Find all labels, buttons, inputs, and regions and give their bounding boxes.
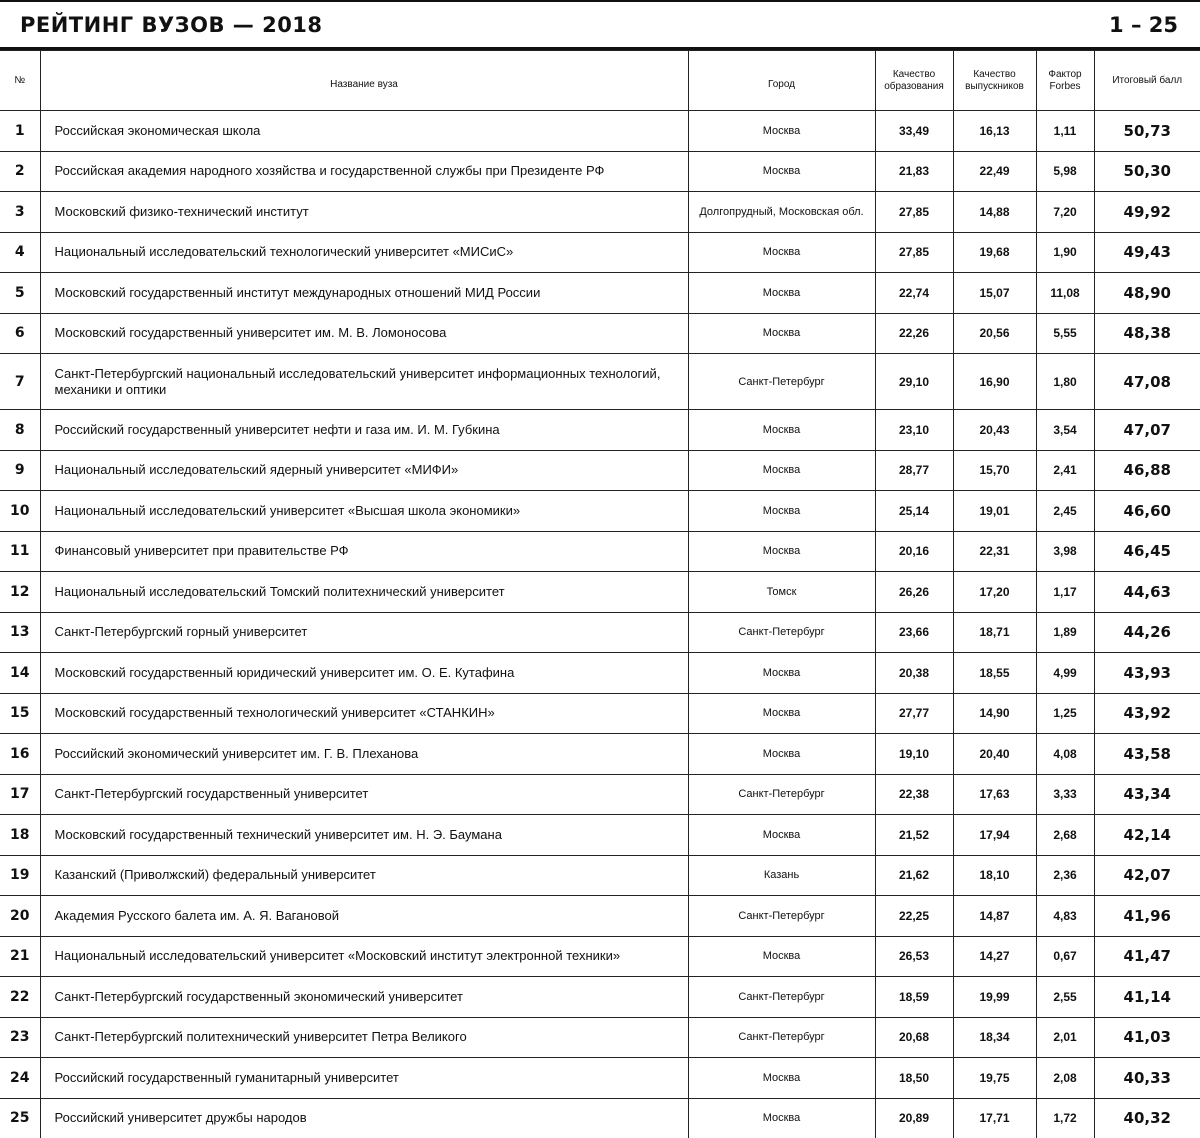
edu-quality-value: 25,14	[875, 491, 953, 532]
rank-number: 7	[0, 354, 40, 410]
table-row	[0, 313, 1200, 354]
university-name: Российский университет дружбы народов	[40, 1098, 688, 1138]
rank-number: 9	[0, 450, 40, 491]
grad-quality-value: 19,99	[953, 977, 1036, 1018]
city-name: Москва	[688, 313, 875, 354]
rank-number: 3	[0, 192, 40, 233]
forbes-factor-value: 3,98	[1036, 531, 1094, 572]
total-score-value: 48,90	[1094, 273, 1200, 314]
forbes-factor-value: 2,01	[1036, 1017, 1094, 1058]
table-row	[0, 815, 1200, 856]
table-row	[0, 354, 1200, 410]
total-score-value: 43,34	[1094, 774, 1200, 815]
table-body	[0, 111, 1200, 1138]
rank-number: 20	[0, 896, 40, 937]
table-row	[0, 693, 1200, 734]
edu-quality-value: 26,26	[875, 572, 953, 613]
university-name: Российская академия народного хозяйства и государственной службы при Президенте РФ	[40, 151, 688, 192]
forbes-factor-value: 11,08	[1036, 273, 1094, 314]
forbes-factor-value: 1,25	[1036, 693, 1094, 734]
grad-quality-value: 17,94	[953, 815, 1036, 856]
column-header-city: Город	[688, 51, 875, 111]
total-score-value: 43,58	[1094, 734, 1200, 775]
edu-quality-value: 18,59	[875, 977, 953, 1018]
grad-quality-value: 18,55	[953, 653, 1036, 694]
grad-quality-value: 16,90	[953, 354, 1036, 410]
university-name: Российский государственный гуманитарный университет	[40, 1058, 688, 1099]
edu-quality-value: 27,85	[875, 232, 953, 273]
grad-quality-value: 17,63	[953, 774, 1036, 815]
city-name: Санкт-Петербург	[688, 354, 875, 410]
grad-quality-value: 14,27	[953, 936, 1036, 977]
rank-number: 23	[0, 1017, 40, 1058]
city-name: Москва	[688, 410, 875, 451]
forbes-factor-value: 2,08	[1036, 1058, 1094, 1099]
edu-quality-value: 22,25	[875, 896, 953, 937]
city-name: Томск	[688, 572, 875, 613]
grad-quality-value: 14,90	[953, 693, 1036, 734]
forbes-factor-value: 2,55	[1036, 977, 1094, 1018]
header-bar	[0, 0, 1200, 50]
forbes-factor-value: 3,33	[1036, 774, 1094, 815]
university-name: Национальный исследовательский университет «Московский институт электронной техники»	[40, 936, 688, 977]
edu-quality-value: 20,38	[875, 653, 953, 694]
city-name: Долгопрудный, Московская обл.	[688, 192, 875, 233]
grad-quality-value: 16,13	[953, 111, 1036, 152]
university-name: Академия Русского балета им. А. Я. Вагановой	[40, 896, 688, 937]
grad-quality-value: 19,75	[953, 1058, 1036, 1099]
university-name: Московский физико-технический институт	[40, 192, 688, 233]
city-name: Санкт-Петербург	[688, 774, 875, 815]
forbes-factor-value: 4,08	[1036, 734, 1094, 775]
rank-number: 10	[0, 491, 40, 532]
table-row	[0, 936, 1200, 977]
forbes-factor-value: 3,54	[1036, 410, 1094, 451]
total-score-value: 41,47	[1094, 936, 1200, 977]
total-score-value: 44,63	[1094, 572, 1200, 613]
city-name: Санкт-Петербург	[688, 977, 875, 1018]
rank-number: 19	[0, 855, 40, 896]
table-row	[0, 774, 1200, 815]
forbes-factor-value: 5,98	[1036, 151, 1094, 192]
rank-number: 13	[0, 612, 40, 653]
city-name: Москва	[688, 151, 875, 192]
table-row	[0, 192, 1200, 233]
rank-number: 8	[0, 410, 40, 451]
total-score-value: 41,03	[1094, 1017, 1200, 1058]
total-score-value: 43,93	[1094, 653, 1200, 694]
university-name: Санкт-Петербургский национальный исследовательский университет информационных технологий, механики и оптики	[40, 354, 688, 410]
total-score-value: 40,33	[1094, 1058, 1200, 1099]
table-row	[0, 151, 1200, 192]
forbes-factor-value: 5,55	[1036, 313, 1094, 354]
edu-quality-value: 23,66	[875, 612, 953, 653]
total-score-value: 46,88	[1094, 450, 1200, 491]
table-row	[0, 1017, 1200, 1058]
grad-quality-value: 15,70	[953, 450, 1036, 491]
edu-quality-value: 21,83	[875, 151, 953, 192]
total-score-value: 50,30	[1094, 151, 1200, 192]
forbes-factor-value: 1,80	[1036, 354, 1094, 410]
university-name: Финансовый университет при правительстве РФ	[40, 531, 688, 572]
total-score-value: 50,73	[1094, 111, 1200, 152]
total-score-value: 40,32	[1094, 1098, 1200, 1138]
city-name: Москва	[688, 693, 875, 734]
grad-quality-value: 17,20	[953, 572, 1036, 613]
table-row	[0, 612, 1200, 653]
university-name: Санкт-Петербургский политехнический университет Петра Великого	[40, 1017, 688, 1058]
city-name: Москва	[688, 734, 875, 775]
rank-number: 16	[0, 734, 40, 775]
total-score-value: 46,45	[1094, 531, 1200, 572]
rank-number: 18	[0, 815, 40, 856]
grad-quality-value: 18,10	[953, 855, 1036, 896]
total-score-value: 43,92	[1094, 693, 1200, 734]
table-row	[0, 572, 1200, 613]
total-score-value: 42,14	[1094, 815, 1200, 856]
rank-range: 1 – 25	[1109, 13, 1178, 37]
edu-quality-value: 29,10	[875, 354, 953, 410]
city-name: Москва	[688, 936, 875, 977]
forbes-factor-value: 1,89	[1036, 612, 1094, 653]
edu-quality-value: 20,16	[875, 531, 953, 572]
total-score-value: 47,08	[1094, 354, 1200, 410]
grad-quality-value: 19,01	[953, 491, 1036, 532]
grad-quality-value: 14,87	[953, 896, 1036, 937]
edu-quality-value: 21,62	[875, 855, 953, 896]
city-name: Санкт-Петербург	[688, 896, 875, 937]
rank-number: 24	[0, 1058, 40, 1099]
forbes-factor-value: 2,36	[1036, 855, 1094, 896]
total-score-value: 41,96	[1094, 896, 1200, 937]
city-name: Санкт-Петербург	[688, 612, 875, 653]
table-header-row	[0, 51, 1200, 111]
total-score-value: 46,60	[1094, 491, 1200, 532]
rank-number: 4	[0, 232, 40, 273]
table-row	[0, 653, 1200, 694]
city-name: Москва	[688, 815, 875, 856]
table-row	[0, 232, 1200, 273]
university-name: Московский государственный университет им. М. В. Ломоносова	[40, 313, 688, 354]
table-row	[0, 450, 1200, 491]
edu-quality-value: 33,49	[875, 111, 953, 152]
city-name: Москва	[688, 1098, 875, 1138]
forbes-factor-value: 2,45	[1036, 491, 1094, 532]
city-name: Казань	[688, 855, 875, 896]
university-name: Московский государственный институт международных отношений МИД России	[40, 273, 688, 314]
edu-quality-value: 19,10	[875, 734, 953, 775]
table-row	[0, 1098, 1200, 1138]
forbes-factor-value: 1,11	[1036, 111, 1094, 152]
university-name: Национальный исследовательский Томский политехнический университет	[40, 572, 688, 613]
rank-number: 22	[0, 977, 40, 1018]
university-name: Российская экономическая школа	[40, 111, 688, 152]
column-header-grad-quality: Качество выпускников	[953, 51, 1036, 111]
table-row	[0, 410, 1200, 451]
university-name: Российский экономический университет им. Г. В. Плеханова	[40, 734, 688, 775]
grad-quality-value: 19,68	[953, 232, 1036, 273]
grad-quality-value: 22,49	[953, 151, 1036, 192]
edu-quality-value: 20,68	[875, 1017, 953, 1058]
forbes-factor-value: 4,83	[1036, 896, 1094, 937]
city-name: Москва	[688, 531, 875, 572]
university-name: Национальный исследовательский ядерный университет «МИФИ»	[40, 450, 688, 491]
university-name: Санкт-Петербургский горный университет	[40, 612, 688, 653]
edu-quality-value: 26,53	[875, 936, 953, 977]
edu-quality-value: 22,38	[875, 774, 953, 815]
forbes-factor-value: 1,90	[1036, 232, 1094, 273]
rank-number: 11	[0, 531, 40, 572]
rank-number: 1	[0, 111, 40, 152]
forbes-factor-value: 0,67	[1036, 936, 1094, 977]
forbes-factor-value: 2,68	[1036, 815, 1094, 856]
edu-quality-value: 22,74	[875, 273, 953, 314]
column-header-forbes: Фактор Forbes	[1036, 51, 1094, 111]
university-name: Национальный исследовательский технологический университет «МИСиС»	[40, 232, 688, 273]
forbes-factor-value: 1,72	[1036, 1098, 1094, 1138]
edu-quality-value: 28,77	[875, 450, 953, 491]
grad-quality-value: 22,31	[953, 531, 1036, 572]
city-name: Москва	[688, 491, 875, 532]
total-score-value: 44,26	[1094, 612, 1200, 653]
edu-quality-value: 22,26	[875, 313, 953, 354]
rank-number: 25	[0, 1098, 40, 1138]
edu-quality-value: 27,77	[875, 693, 953, 734]
grad-quality-value: 18,34	[953, 1017, 1036, 1058]
table-row	[0, 1058, 1200, 1099]
column-header-num: №	[0, 51, 40, 111]
table-row	[0, 977, 1200, 1018]
university-name: Санкт-Петербургский государственный экономический университет	[40, 977, 688, 1018]
city-name: Москва	[688, 111, 875, 152]
city-name: Санкт-Петербург	[688, 1017, 875, 1058]
table-row	[0, 491, 1200, 532]
table-row	[0, 111, 1200, 152]
table-row	[0, 734, 1200, 775]
total-score-value: 42,07	[1094, 855, 1200, 896]
total-score-value: 41,14	[1094, 977, 1200, 1018]
rank-number: 12	[0, 572, 40, 613]
total-score-value: 47,07	[1094, 410, 1200, 451]
city-name: Москва	[688, 273, 875, 314]
university-name: Московский государственный юридический университет им. О. Е. Кутафина	[40, 653, 688, 694]
forbes-factor-value: 4,99	[1036, 653, 1094, 694]
grad-quality-value: 14,88	[953, 192, 1036, 233]
rank-number: 6	[0, 313, 40, 354]
grad-quality-value: 18,71	[953, 612, 1036, 653]
column-header-edu-quality: Качество образования	[875, 51, 953, 111]
rank-number: 21	[0, 936, 40, 977]
rank-number: 14	[0, 653, 40, 694]
forbes-factor-value: 2,41	[1036, 450, 1094, 491]
total-score-value: 49,92	[1094, 192, 1200, 233]
rank-number: 17	[0, 774, 40, 815]
forbes-factor-value: 1,17	[1036, 572, 1094, 613]
grad-quality-value: 20,43	[953, 410, 1036, 451]
rank-number: 2	[0, 151, 40, 192]
rank-number: 5	[0, 273, 40, 314]
column-header-name: Название вуза	[40, 51, 688, 111]
table-row	[0, 531, 1200, 572]
total-score-value: 49,43	[1094, 232, 1200, 273]
city-name: Москва	[688, 232, 875, 273]
total-score-value: 48,38	[1094, 313, 1200, 354]
university-name: Казанский (Приволжский) федеральный университет	[40, 855, 688, 896]
page-title: РЕЙТИНГ ВУЗОВ — 2018	[20, 13, 323, 37]
rank-number: 15	[0, 693, 40, 734]
grad-quality-value: 20,56	[953, 313, 1036, 354]
university-name: Национальный исследовательский университет «Высшая школа экономики»	[40, 491, 688, 532]
university-name: Российский государственный университет нефти и газа им. И. М. Губкина	[40, 410, 688, 451]
ranking-table	[0, 50, 1200, 1138]
edu-quality-value: 21,52	[875, 815, 953, 856]
city-name: Москва	[688, 1058, 875, 1099]
university-name: Санкт-Петербургский государственный университет	[40, 774, 688, 815]
edu-quality-value: 27,85	[875, 192, 953, 233]
grad-quality-value: 17,71	[953, 1098, 1036, 1138]
grad-quality-value: 15,07	[953, 273, 1036, 314]
edu-quality-value: 20,89	[875, 1098, 953, 1138]
grad-quality-value: 20,40	[953, 734, 1036, 775]
table-row	[0, 896, 1200, 937]
column-header-total: Итоговый балл	[1094, 51, 1200, 111]
edu-quality-value: 18,50	[875, 1058, 953, 1099]
university-name: Московский государственный технический университет им. Н. Э. Баумана	[40, 815, 688, 856]
city-name: Москва	[688, 450, 875, 491]
forbes-factor-value: 7,20	[1036, 192, 1094, 233]
edu-quality-value: 23,10	[875, 410, 953, 451]
table-row	[0, 273, 1200, 314]
table-row	[0, 855, 1200, 896]
university-name: Московский государственный технологический университет «СТАНКИН»	[40, 693, 688, 734]
city-name: Москва	[688, 653, 875, 694]
